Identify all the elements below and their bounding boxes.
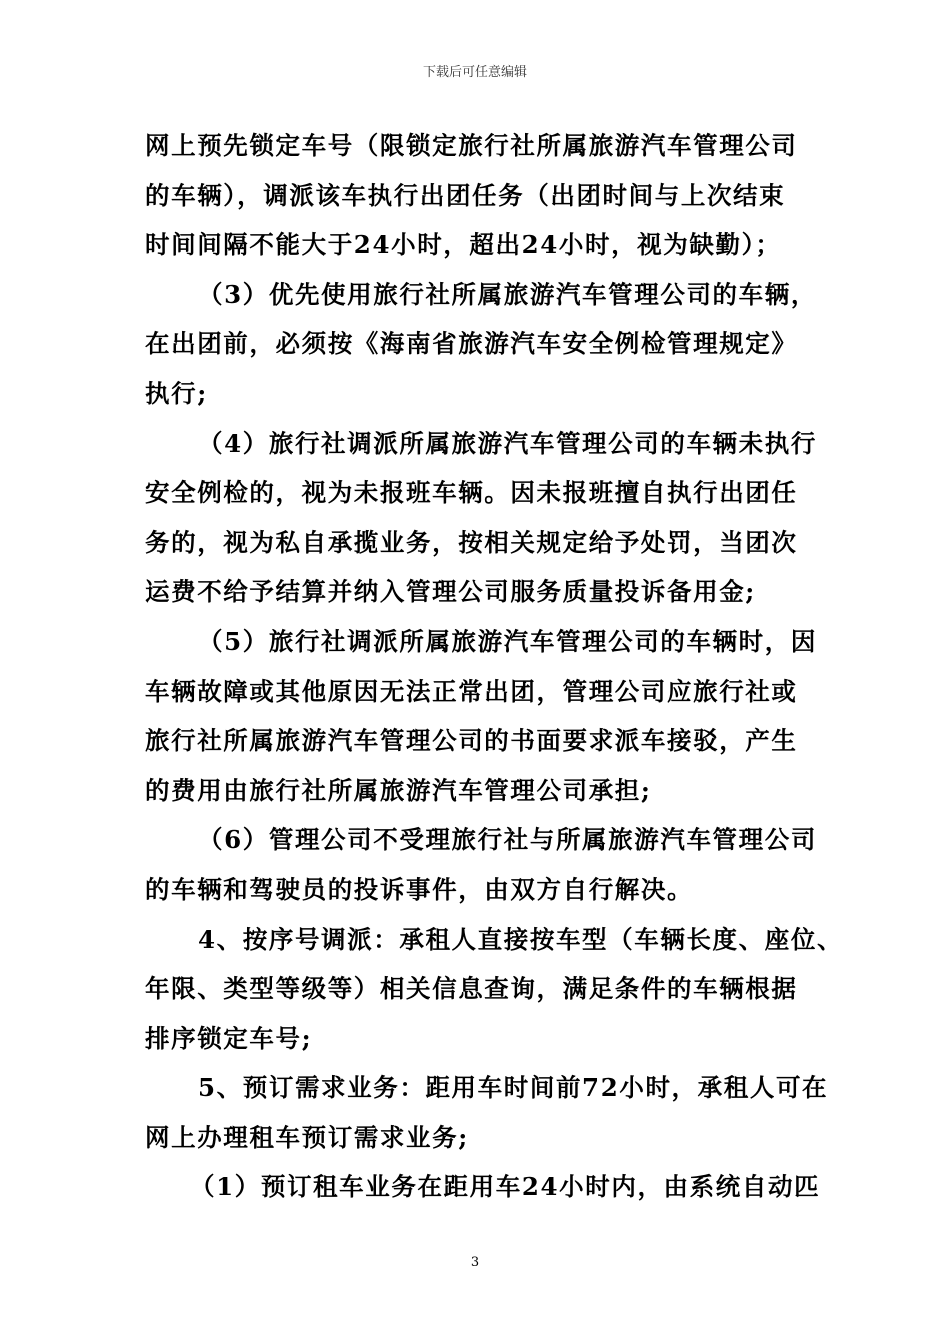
paragraph-start-4: （4）旅行社调派所属旅游汽车管理公司的车辆未执行 bbox=[198, 428, 817, 458]
text-line: 网上预先锁定车号（限锁定旅行社所属旅游汽车管理公司 bbox=[145, 131, 798, 160]
text-line: 运费不给予结算并纳入管理公司服务质量投诉备用金; bbox=[145, 577, 756, 607]
page-header-note: 下载后可任意编辑 bbox=[422, 65, 527, 80]
text-line: 车辆故障或其他原因无法正常出团，管理公司应旅行社或 bbox=[145, 676, 798, 706]
text-line: 旅行社所属旅游汽车管理公司的书面要求派车接驳，产生 bbox=[145, 726, 798, 756]
paragraph-start-5: （5）旅行社调派所属旅游汽车管理公司的车辆时，因 bbox=[198, 626, 817, 656]
document-body bbox=[145, 130, 844, 1221]
text-line: 排序锁定车号; bbox=[145, 1023, 313, 1053]
text-line: 的费用由旅行社所属旅游汽车管理公司承担; bbox=[145, 775, 652, 805]
text-line: 安全例检的，视为未报班车辆。因未报班擅自执行出团任 bbox=[145, 478, 798, 508]
text-line: 的车辆和驾驶员的投诉事件，由双方自行解决。 bbox=[145, 874, 694, 904]
text-line: 网上办理租车预订需求业务; bbox=[145, 1122, 469, 1152]
text-line: 时间间隔不能大于24小时，超出24小时，视为缺勤）； bbox=[145, 230, 782, 260]
text-line: 在出团前，必须按《海南省旅游汽车安全例检管理规定》 bbox=[145, 329, 798, 359]
text-line: 务的，视为私自承揽业务，按相关规定给予处罚，当团次 bbox=[145, 527, 798, 557]
page-number: 3 bbox=[470, 1255, 480, 1270]
paragraph-start-3: （3）优先使用旅行社所属旅游汽车管理公司的车辆， bbox=[198, 279, 817, 309]
paragraph-start-1: （1）预订租车业务在距用车24小时内，由系统自动匹 bbox=[190, 1172, 821, 1202]
section-5-start: 5、预订需求业务：距用车时间前72小时，承租人可在 bbox=[198, 1073, 829, 1103]
section-4-start: 4、按序号调派：承租人直接按车型（车辆长度、座位、 bbox=[198, 924, 844, 954]
text-line: 的车辆），调派该车执行出团任务（出团时间与上次结束 bbox=[145, 180, 786, 210]
text-line: 执行; bbox=[145, 378, 208, 408]
text-line: 年限、类型等级等）相关信息查询，满足条件的车辆根据 bbox=[145, 974, 798, 1004]
paragraph-start-6: （6）管理公司不受理旅行社与所属旅游汽车管理公司 bbox=[198, 825, 817, 855]
